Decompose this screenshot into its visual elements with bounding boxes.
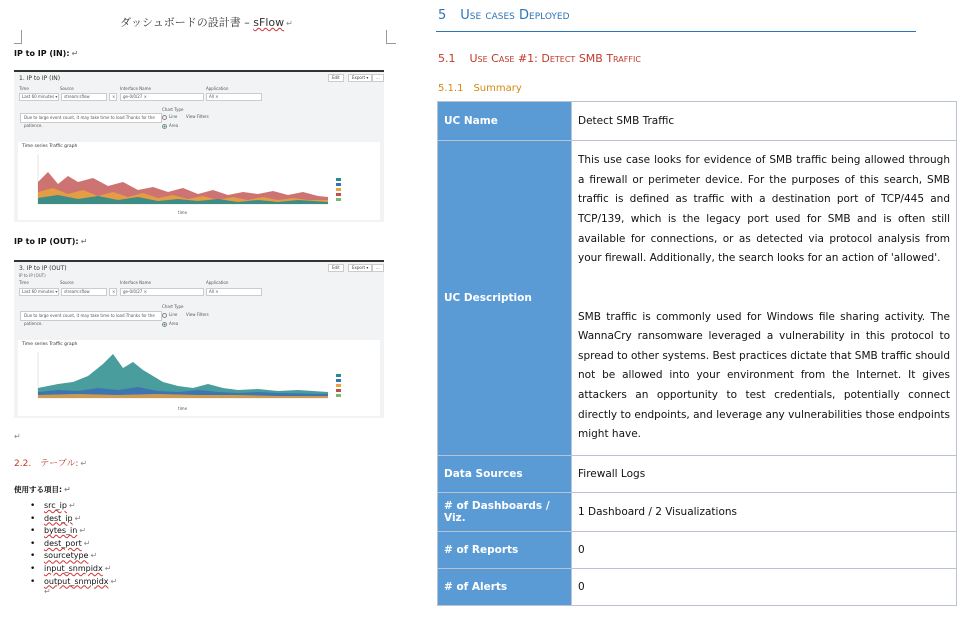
more-button[interactable]: ... (372, 74, 384, 82)
legend-swatch-blue (336, 379, 341, 382)
radio-icon (162, 313, 167, 318)
section-2-2-text: 2.2. テーブル: (14, 459, 79, 469)
section-5-1-heading (438, 52, 641, 65)
view-filters-link[interactable]: View Filters (186, 312, 209, 317)
table-row (438, 456, 957, 493)
heading-ip-out-text: IP to IP (OUT): (14, 237, 79, 246)
paragraph-mark-icon: ↵ (68, 501, 76, 510)
table-row (438, 493, 957, 532)
paragraph-mark-icon: ↵ (44, 587, 51, 596)
time-series-chart-in (18, 142, 380, 220)
filter-label-source: Source (60, 280, 74, 285)
field-name: dest_port (44, 538, 82, 548)
section-5-1-1-heading (438, 83, 522, 94)
left-document-page (0, 0, 420, 624)
paragraph-gap (578, 269, 950, 308)
right-document-page (430, 0, 970, 624)
area-chart-svg (18, 340, 380, 416)
list-item (30, 563, 117, 576)
line-label: Line (169, 114, 178, 119)
reports-value: 0 (572, 532, 957, 569)
field-name: output_snmpidx (44, 576, 109, 586)
dashboards-label: # of Dashboards / Viz. (438, 493, 572, 532)
paragraph-mark-icon: ↵ (90, 551, 98, 561)
list-item (30, 513, 117, 526)
application-multiselect[interactable]: All × (206, 288, 262, 296)
paragraph-mark-icon: ↵ (83, 538, 91, 548)
dashboard-panel-out (14, 260, 384, 418)
legend-swatch-teal (336, 374, 341, 377)
area-label: Area (169, 123, 179, 128)
time-picker[interactable]: Last 60 minutes ▾ (19, 288, 59, 296)
use-case-summary-table (437, 101, 957, 606)
document-title-sflow: sFlow (253, 16, 285, 29)
uc-description-value (572, 141, 957, 456)
interface-multiselect[interactable]: ge-0/0/27 × (120, 93, 204, 101)
legend-swatch-teal (336, 178, 341, 181)
edit-button[interactable]: Edit (328, 74, 344, 82)
legend-swatch-orange (336, 188, 341, 191)
paragraph-mark-icon: ↵ (64, 485, 71, 494)
table-row (438, 102, 957, 141)
description-paragraph-1: This use case looks for evidence of SMB traffic being allowed through a firewall or perimeter device. For the purposes of this search, SMB traffic is defined as traffic with a destination port of TCP/445 and TCP/139, which is the legacy port used for SMB and is often still available for connections, or as detected via protocol analysis from your firewall. Additionally, the search looks for an action of 'allowed'. (578, 154, 950, 265)
subsection-number: 5.1 (438, 52, 456, 65)
chart-type-line-option[interactable] (162, 312, 177, 318)
chart-type-line-option[interactable] (162, 114, 177, 120)
field-name: bytes_in (44, 526, 78, 536)
section-5-heading (438, 8, 570, 23)
list-item (30, 500, 117, 513)
heading-divider (436, 31, 916, 32)
time-picker[interactable]: Last 60 minutes ▾ (19, 93, 59, 101)
load-message: Due to large event count, it may take time to load.Thanks for the patience. (20, 113, 162, 123)
reports-label: # of Reports (438, 532, 572, 569)
page-corner-mark (386, 30, 396, 44)
view-filters-link[interactable]: View Filters (186, 114, 209, 119)
list-item (30, 550, 117, 563)
data-sources-label: Data Sources (438, 456, 572, 493)
radio-selected-icon (162, 322, 167, 327)
uc-name-label: UC Name (438, 102, 572, 141)
chart-type-label: Chart Type (162, 304, 184, 309)
legend-swatch-blue (336, 183, 341, 186)
x-axis-label: time (178, 210, 188, 215)
legend-swatch-orange (336, 384, 341, 387)
subsection-title: Use Case #1: Detect SMB Traffic (469, 52, 641, 65)
paragraph-mark-icon: ↵ (74, 513, 82, 523)
used-items-label (14, 484, 71, 495)
filter-label-application: Application (206, 280, 229, 285)
section-number: 5 (438, 8, 447, 23)
used-items-text: 使用する項目: (14, 485, 62, 494)
filter-label-interface: Interface Name (120, 86, 151, 91)
paragraph-mark-icon: ↵ (80, 237, 88, 246)
chart-type-area-option[interactable] (162, 321, 178, 327)
line-label: Line (169, 312, 178, 317)
filter-label-time: Time (19, 86, 29, 91)
paragraph-mark-icon: ↵ (286, 19, 293, 28)
paragraph-mark-icon: ↵ (80, 459, 88, 468)
heading-ip-out (14, 237, 87, 246)
area-chart-svg (18, 142, 380, 220)
table-row (438, 532, 957, 569)
list-item (30, 525, 117, 538)
panel-title: 1. IP to IP (IN) (19, 75, 61, 82)
export-button[interactable]: Export ▾ (348, 74, 372, 82)
clear-icon[interactable]: × (109, 288, 117, 296)
paragraph-mark-icon: ↵ (71, 49, 79, 58)
source-input[interactable]: stream:sflow (61, 93, 107, 101)
uc-name-value: Detect SMB Traffic (572, 102, 957, 141)
table-row (438, 569, 957, 606)
heading-ip-in-text: IP to IP (IN): (14, 49, 70, 58)
legend-swatch-red (336, 389, 341, 392)
subsubsection-number: 5.1.1 (438, 83, 464, 94)
subsubsection-title: Summary (473, 83, 522, 94)
clear-icon[interactable]: × (109, 93, 117, 101)
description-paragraph-2: SMB traffic is commonly used for Windows file sharing activity. The WannaCry ransomware leveraged a vulnerability in this protocol to spread to other systems. Best practices dictate that SMB traffic should not be allowed into your environment from the Internet. It gives attackers an opportunity to test credentials, potentially connect directly to endpoints, and leverage any vulnerabilities those endpoints might have. (578, 310, 950, 441)
export-button[interactable]: Export ▾ (348, 264, 372, 272)
panel-title: 3. IP to IP (OUT) (19, 265, 67, 272)
time-series-chart-out (18, 340, 380, 416)
page-corner-mark (14, 30, 22, 44)
field-name: dest_ip (44, 513, 73, 523)
radio-selected-icon (162, 124, 167, 129)
interface-multiselect[interactable]: ge-0/0/27 × (120, 288, 204, 296)
area-label: Area (169, 321, 179, 326)
filter-label-interface: Interface Name (120, 280, 151, 285)
edit-button[interactable]: Edit (328, 264, 344, 272)
alerts-value: 0 (572, 569, 957, 606)
filter-label-time: Time (19, 280, 29, 285)
field-name: src_ip (44, 501, 67, 510)
chart-type-area-option[interactable] (162, 123, 178, 129)
chart-title: Time series Traffic graph (22, 144, 78, 149)
chart-type-label: Chart Type (162, 107, 184, 112)
more-button[interactable]: ... (372, 264, 384, 272)
paragraph-mark-icon: ↵ (110, 576, 118, 586)
field-name: sourcetype (44, 551, 89, 561)
paragraph-mark-icon: ↵ (14, 432, 21, 441)
section-title: Use cases Deployed (460, 8, 570, 23)
field-list (30, 500, 117, 588)
paragraph-mark-icon: ↵ (79, 526, 87, 536)
x-axis-label: time (178, 406, 188, 411)
filter-label-source: Source (60, 86, 74, 91)
filter-label-application: Application (206, 86, 229, 91)
paragraph-mark-icon: ↵ (104, 563, 112, 573)
uc-description-label: UC Description (438, 141, 572, 456)
dashboards-value: 1 Dashboard / 2 Visualizations (572, 493, 957, 532)
list-item (30, 538, 117, 551)
load-message: Due to large event count, it may take time to load.Thanks for the patience. (20, 311, 162, 321)
alerts-label: # of Alerts (438, 569, 572, 606)
data-sources-value: Firewall Logs (572, 456, 957, 493)
document-title (120, 14, 293, 30)
dashboard-panel-in (14, 70, 384, 222)
panel-subtitle: IP to IP (OUT) (19, 273, 46, 278)
field-name: input_snmpidx (44, 563, 103, 573)
document-title-jp: ダッシュボードの設計書 – (120, 16, 254, 29)
legend-swatch-red (336, 193, 341, 196)
heading-ip-in (14, 49, 78, 58)
section-2-2-heading (14, 456, 87, 469)
chart-title: Time series Traffic graph (22, 342, 78, 347)
radio-icon (162, 115, 167, 120)
application-multiselect[interactable]: All × (206, 93, 262, 101)
legend-swatch-green (336, 198, 341, 201)
source-input[interactable]: stream:sflow (61, 288, 107, 296)
legend-swatch-green (336, 394, 341, 397)
table-row (438, 141, 957, 456)
